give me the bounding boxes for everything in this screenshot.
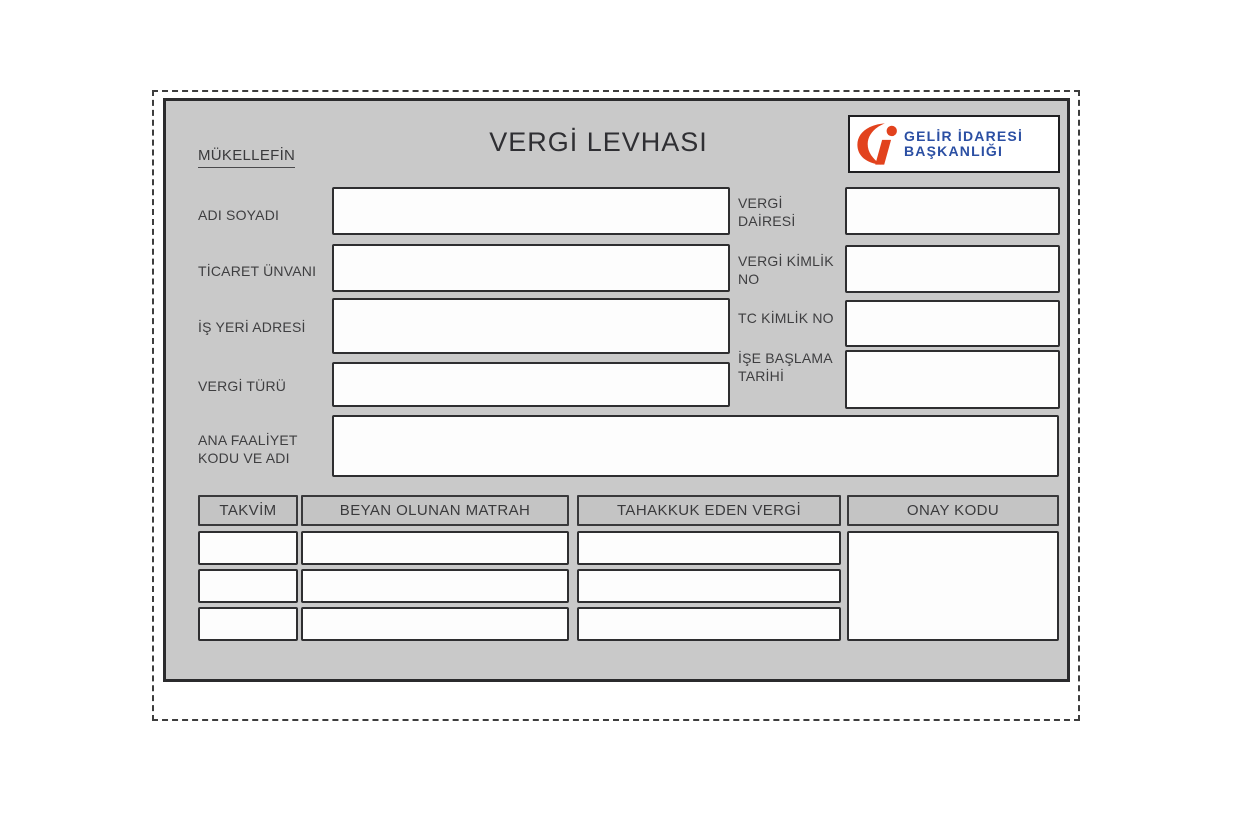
label-ticaret-unvani: TİCARET ÜNVANI (198, 263, 317, 279)
vergi-kimlik-no-field (845, 245, 1060, 293)
table-header-tahakkuk-eden-vergi: TAHAKKUK EDEN VERGİ (577, 495, 841, 526)
ticaret-unvani-field (332, 244, 730, 292)
table-cell-matrah-row1 (301, 531, 569, 565)
label-vergi-dairesi: VERGİ DAİRESİ (738, 195, 796, 229)
table-cell-takvim-row2 (198, 569, 298, 603)
label-ana-faaliyet-kodu-ve-adi: ANA FAALİYET KODU VE ADI (198, 432, 298, 466)
label-adi-soyadi: ADI SOYADI (198, 207, 280, 223)
table-cell-vergi-row3 (577, 607, 841, 641)
table-header-beyan-olunan-matrah: BEYAN OLUNAN MATRAH (301, 495, 569, 526)
label-ise-baslama-tarihi: İŞE BAŞLAMA TARİHİ (738, 350, 833, 384)
tc-kimlik-no-field (845, 300, 1060, 347)
table-cell-vergi-row2 (577, 569, 841, 603)
table-header-onay-kodu: ONAY KODU (847, 495, 1059, 526)
table-cell-takvim-row1 (198, 531, 298, 565)
ise-baslama-tarihi-field (845, 350, 1060, 409)
section-heading-mukellefin: MÜKELLEFİN (198, 147, 295, 168)
vergi-levhasi-panel (163, 98, 1070, 682)
document-title: VERGİ LEVHASI (489, 127, 708, 157)
gib-logo-icon (856, 122, 900, 166)
label-vergi-turu: VERGİ TÜRÜ (198, 378, 287, 394)
table-cell-matrah-row3 (301, 607, 569, 641)
ana-faaliyet-kodu-ve-adi-field (332, 415, 1059, 477)
table-cell-vergi-row1 (577, 531, 841, 565)
onay-kodu-field (847, 531, 1059, 641)
label-vergi-kimlik-no: VERGİ KİMLİK NO (738, 253, 834, 287)
is-yeri-adresi-field (332, 298, 730, 354)
gib-logo (848, 115, 1060, 173)
gib-logo-line2: BAŞKANLIĞI (904, 143, 1004, 159)
table-header-takvim: TAKVİM (198, 495, 298, 526)
vergi-turu-field (332, 362, 730, 407)
gib-logo-text (904, 129, 1023, 159)
vergi-dairesi-field (845, 187, 1060, 235)
gib-logo-line1: GELİR İDARESİ (904, 128, 1024, 144)
table-cell-matrah-row2 (301, 569, 569, 603)
label-is-yeri-adresi: İŞ YERİ ADRESİ (198, 319, 306, 335)
table-cell-takvim-row3 (198, 607, 298, 641)
adi-soyadi-field (332, 187, 730, 235)
label-tc-kimlik-no: TC KİMLİK NO (738, 310, 834, 326)
